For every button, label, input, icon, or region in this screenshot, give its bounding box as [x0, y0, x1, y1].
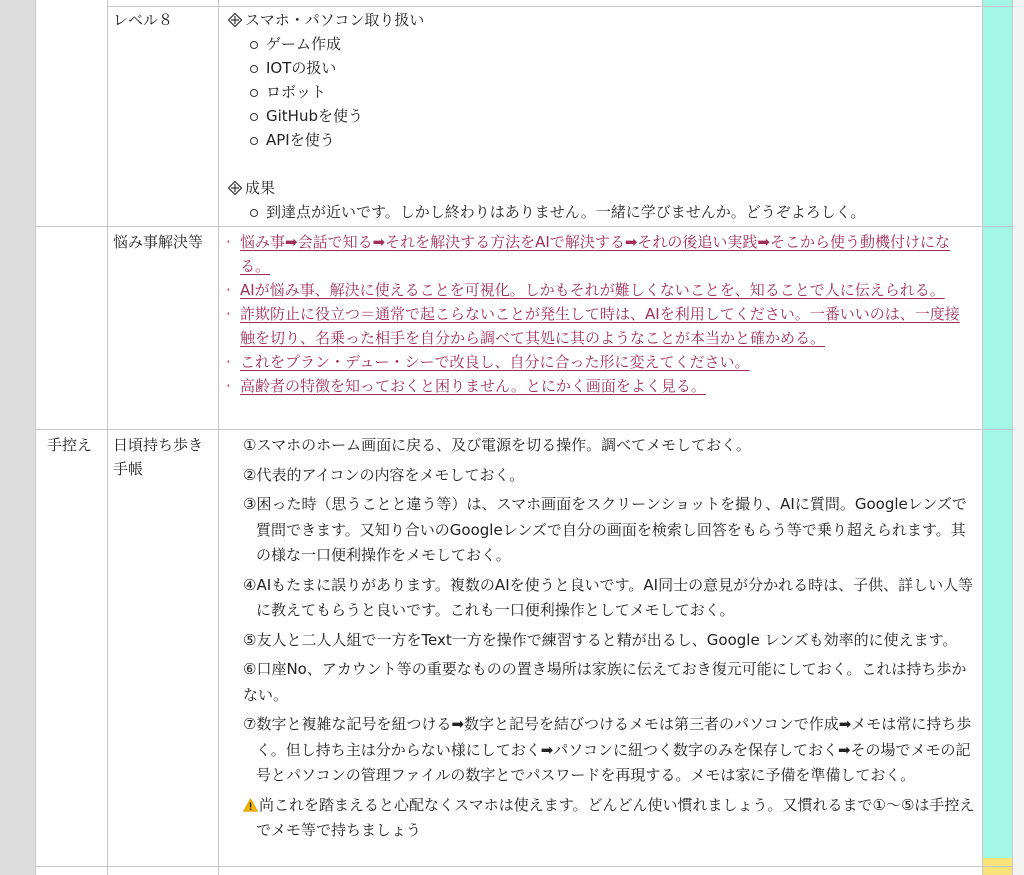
list-item: ⑥口座No、アカウント等の重要なものの置き場所は家族に伝えておき復元可能にしておく。これは持ち歩かない。	[243, 660, 967, 704]
list-item: 到達点が近いです。しかし終わりはありません。一緒に学びませんか。どうぞよろしく。	[250, 200, 968, 224]
section2-title: 成果	[245, 179, 276, 197]
list-item: ⑤友人と二人人組で一方をText一方を操作で練習すると精が出るし、Google レンズも効率的に使えます。	[243, 630, 958, 649]
list-item: APIを使う	[250, 128, 968, 152]
list-item: ②代表的アイコンの内容をメモしておく。	[243, 465, 525, 484]
section1-list	[228, 32, 968, 152]
worries-list	[224, 230, 974, 398]
section-label: 手控え	[47, 436, 93, 454]
grid-line	[107, 6, 1012, 7]
grid-line	[35, 226, 1012, 227]
warning-icon	[243, 795, 258, 809]
highlight-column	[982, 0, 1012, 875]
grid-line	[218, 0, 219, 875]
list-item: · これをプラン・デュー・シーで改良し、自分に合った形に変えてください。	[224, 350, 974, 374]
list-item: · 高齢者の特徴を知っておくと困りません。とにかく画面をよく見る。	[224, 374, 974, 398]
list-item: · AIが悩み事、解決に使えることを可視化。しかもそれが難しくないことを、知ることで人に伝えられる。	[224, 278, 974, 302]
note	[243, 793, 975, 844]
category-level8: レベル８	[113, 11, 174, 29]
list-item: · 悩み事➡会話で知る➡それを解決する方法をAIで解決する➡それの後追い実践➡そこから使う動機付けになる。	[224, 230, 974, 278]
grid-line	[107, 0, 108, 875]
grid-line	[1012, 0, 1013, 875]
note-text: 尚これを踏まえると心配なくスマホは使えます。どんどん使い慣れましょう。又慣れるまで①〜⑤は手控えでメモ等で持ちましょう	[256, 795, 975, 839]
grid-line	[35, 0, 36, 875]
category-carry: 日頃持ち歩き手帳	[113, 436, 204, 478]
list-item: ⑦数字と複雑な記号を紐つける➡数字と記号を結びつけるメモは第三者のパソコンで作成➡メモは常に持ち歩く。但し持ち主は分からない様にしておく➡パソコンに紐つく数字のみを保存しておく➡その場でメモの記号とパソコンの管理ファイルの数字とでパスワードを再現する。メモは家に予備を準備しておく。	[243, 715, 972, 784]
section1-title: スマホ・パソコン取り扱い	[245, 11, 425, 29]
list-item: ゲーム作成	[250, 32, 968, 56]
row-gutter	[0, 0, 35, 875]
list-item: · 詐欺防止に役立つ＝通常で起こらないことが発生して時は、AIを利用してください。一番いいのは、一度接触を切り、名乗った相手を自分から調べて其処に其のようなことが本当かと確かめる。	[224, 302, 974, 350]
grid-line	[982, 0, 983, 875]
level8-content	[228, 8, 968, 224]
section-heading	[228, 176, 968, 200]
list-item: ③困った時（思うことと違う等）は、スマホ画面をスクリーンショットを撮り、AIに質問。Googleレンズで質問できます。又知り合いのGoogleレンズで自分の画面を検索し回答をもらう等で乗り超えられます。其の様な一口便利操作をメモしておく。	[243, 495, 967, 564]
section2-list	[228, 200, 968, 224]
section-heading	[228, 8, 968, 32]
move-cross-icon	[228, 13, 242, 27]
list-item: IOTの扱い	[250, 56, 968, 80]
list-item: ④AIもたまに誤りがあります。複数のAIを使うと良いです。AI同士の意見が分かれる時は、子供、詳しい人等に教えてもらうと良いです。これも一口便利操作としてメモしておく。	[243, 575, 974, 619]
carry-list	[243, 433, 975, 848]
list-item: GitHubを使う	[250, 104, 968, 128]
list-item: ロボット	[250, 80, 968, 104]
category-worries: 悩み事解決等	[113, 233, 204, 251]
grid-line	[35, 866, 1012, 867]
grid-line	[35, 429, 1012, 430]
list-item: ①スマホのホーム画面に戻る、及び電源を切る操作。調べてメモしておく。	[243, 436, 751, 454]
right-margin	[1012, 0, 1024, 875]
move-cross-icon	[228, 181, 242, 195]
